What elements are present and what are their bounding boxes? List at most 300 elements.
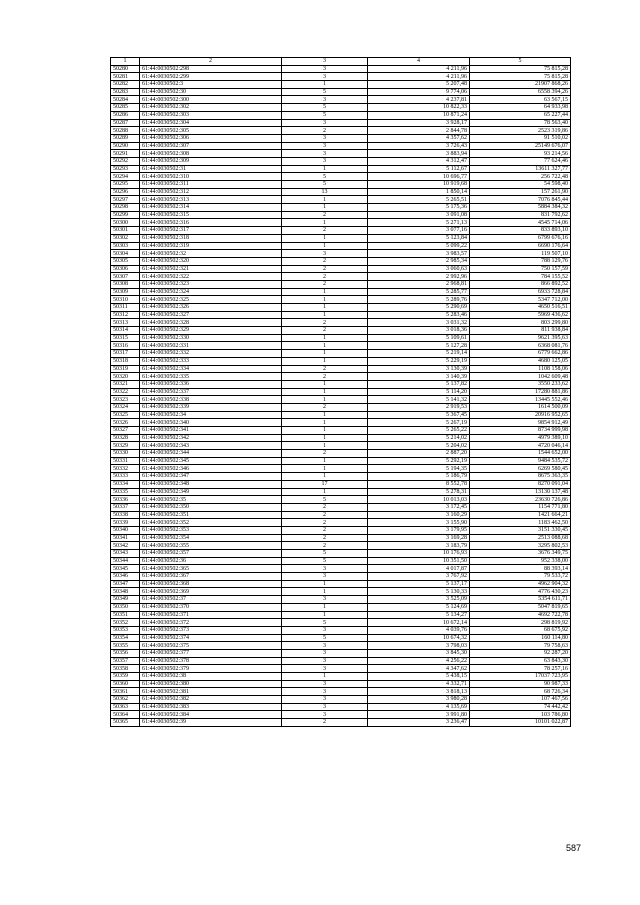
cadastral-number-cell: 61:44:0030502:384 <box>140 711 282 719</box>
table-row <box>111 119 571 127</box>
table-row <box>111 673 571 681</box>
area-cell: 5 267,19 <box>368 419 470 427</box>
table-row <box>111 550 571 558</box>
table-header-row <box>111 58 571 66</box>
area-cell: 3 140,39 <box>368 373 470 381</box>
count-cell: 1 <box>282 242 368 250</box>
table-row <box>111 127 571 135</box>
count-cell: 1 <box>282 296 368 304</box>
table-row <box>111 419 571 427</box>
cadastral-number-cell: 61:44:0030502:378 <box>140 657 282 665</box>
table-row <box>111 134 571 142</box>
count-cell: 5 <box>282 634 368 642</box>
cadastral-number-cell: 61:44:0030502:374 <box>140 634 282 642</box>
count-cell: 3 <box>282 649 368 657</box>
row-number-cell: 50354 <box>111 634 140 642</box>
value-cell: 784 155,52 <box>470 273 571 281</box>
count-cell: 3 <box>282 73 368 81</box>
area-cell: 8 552,78 <box>368 480 470 488</box>
row-number-cell: 50311 <box>111 304 140 312</box>
row-number-cell: 50289 <box>111 134 140 142</box>
area-cell: 3 130,39 <box>368 365 470 373</box>
cadastral-number-cell: 61:44:0030502:310 <box>140 173 282 181</box>
row-number-cell: 50299 <box>111 211 140 219</box>
count-cell: 5 <box>282 181 368 189</box>
cadastral-number-cell: 61:44:0030502:349 <box>140 488 282 496</box>
area-cell: 5 124,69 <box>368 603 470 611</box>
value-cell: 6779 662,86 <box>470 350 571 358</box>
value-cell: 4962 904,32 <box>470 580 571 588</box>
row-number-cell: 50333 <box>111 473 140 481</box>
count-cell: 2 <box>282 450 368 458</box>
area-cell: 3 525,09 <box>368 596 470 604</box>
table-row <box>111 365 571 373</box>
row-number-cell: 50302 <box>111 234 140 242</box>
cadastral-number-cell: 61:44:0030502:368 <box>140 580 282 588</box>
cadastral-number-cell: 61:44:0030502:370 <box>140 603 282 611</box>
cadastral-number-cell: 61:44:0030502:36 <box>140 557 282 565</box>
cadastral-number-cell: 61:44:0030502:331 <box>140 342 282 350</box>
table-row <box>111 342 571 350</box>
value-cell: 54 598,40 <box>470 181 571 189</box>
area-cell: 3 179,95 <box>368 526 470 534</box>
area-cell: 3 018,36 <box>368 327 470 335</box>
row-number-cell: 50309 <box>111 288 140 296</box>
row-number-cell: 50345 <box>111 565 140 573</box>
cadastral-number-cell: 61:44:0030502:306 <box>140 134 282 142</box>
table-row <box>111 296 571 304</box>
table-row <box>111 696 571 704</box>
cadastral-number-cell: 61:44:0030502:312 <box>140 188 282 196</box>
table-row <box>111 327 571 335</box>
row-number-cell: 50283 <box>111 88 140 96</box>
cadastral-number-cell: 61:44:0030502:38 <box>140 673 282 681</box>
row-number-cell: 50346 <box>111 573 140 581</box>
area-cell: 3 077,16 <box>368 227 470 235</box>
count-cell: 1 <box>282 288 368 296</box>
cadastral-number-cell: 61:44:0030502:39 <box>140 719 282 727</box>
value-cell: 17280 881,86 <box>470 388 571 396</box>
count-cell: 3 <box>282 711 368 719</box>
value-cell: 6269 580,45 <box>470 465 571 473</box>
count-cell: 2 <box>282 542 368 550</box>
value-cell: 9854 912,49 <box>470 419 571 427</box>
area-cell: 5 194,35 <box>368 465 470 473</box>
count-cell: 5 <box>282 111 368 119</box>
row-number-cell: 50317 <box>111 350 140 358</box>
area-cell: 4 211,96 <box>368 65 470 73</box>
row-number-cell: 50364 <box>111 711 140 719</box>
value-cell: 107 467,56 <box>470 696 571 704</box>
cadastral-number-cell: 61:44:0030502:335 <box>140 373 282 381</box>
table-row <box>111 211 571 219</box>
table-row <box>111 511 571 519</box>
area-cell: 5 438,15 <box>368 673 470 681</box>
row-number-cell: 50314 <box>111 327 140 335</box>
row-number-cell: 50332 <box>111 465 140 473</box>
value-cell: 4979 389,10 <box>470 434 571 442</box>
value-cell: 92 287,20 <box>470 649 571 657</box>
count-cell: 1 <box>282 350 368 358</box>
cadastral-number-cell: 61:44:0030502:341 <box>140 427 282 435</box>
count-cell: 3 <box>282 642 368 650</box>
row-number-cell: 50301 <box>111 227 140 235</box>
count-cell: 2 <box>282 319 368 327</box>
value-cell: 2513 088,68 <box>470 534 571 542</box>
value-cell: 103 786,80 <box>470 711 571 719</box>
column-header: 4 <box>368 58 470 66</box>
area-cell: 9 774,06 <box>368 88 470 96</box>
table-row <box>111 649 571 657</box>
row-number-cell: 50298 <box>111 204 140 212</box>
table-row <box>111 665 571 673</box>
row-number-cell: 50356 <box>111 649 140 657</box>
count-cell: 5 <box>282 173 368 181</box>
value-cell: 7076 845,44 <box>470 196 571 204</box>
count-cell: 3 <box>282 680 368 688</box>
table-row <box>111 565 571 573</box>
table-row <box>111 542 571 550</box>
count-cell: 1 <box>282 165 368 173</box>
value-cell: 68 726,34 <box>470 688 571 696</box>
count-cell: 1 <box>282 588 368 596</box>
value-cell: 1154 771,80 <box>470 503 571 511</box>
area-cell: 5 283,46 <box>368 311 470 319</box>
row-number-cell: 50300 <box>111 219 140 227</box>
cadastral-number-cell: 61:44:0030502:332 <box>140 350 282 358</box>
row-number-cell: 50290 <box>111 142 140 150</box>
area-cell: 3 767,92 <box>368 573 470 581</box>
value-cell: 5969 436,62 <box>470 311 571 319</box>
row-number-cell: 50285 <box>111 104 140 112</box>
count-cell: 5 <box>282 104 368 112</box>
area-cell: 3 845,30 <box>368 649 470 657</box>
count-cell: 1 <box>282 304 368 312</box>
table-row <box>111 142 571 150</box>
count-cell: 1 <box>282 204 368 212</box>
area-cell: 3 798,03 <box>368 642 470 650</box>
count-cell: 2 <box>282 534 368 542</box>
row-number-cell: 50341 <box>111 534 140 542</box>
row-number-cell: 50310 <box>111 296 140 304</box>
cadastral-number-cell: 61:44:0030502:313 <box>140 196 282 204</box>
value-cell: 256 722,48 <box>470 173 571 181</box>
cadastral-number-cell: 61:44:0030502:300 <box>140 96 282 104</box>
cadastral-number-cell: 61:44:0030502:379 <box>140 665 282 673</box>
cadastral-number-cell: 61:44:0030502:315 <box>140 211 282 219</box>
area-cell: 10 871,24 <box>368 111 470 119</box>
table-row <box>111 181 571 189</box>
area-cell: 5 112,67 <box>368 165 470 173</box>
row-number-cell: 50351 <box>111 611 140 619</box>
row-number-cell: 50362 <box>111 696 140 704</box>
row-number-cell: 50359 <box>111 673 140 681</box>
table-row <box>111 88 571 96</box>
area-cell: 3 160,29 <box>368 511 470 519</box>
cadastral-number-cell: 61:44:0030502:307 <box>140 142 282 150</box>
cadastral-number-cell: 61:44:0030502:309 <box>140 157 282 165</box>
value-cell: 20916 952,65 <box>470 411 571 419</box>
count-cell: 2 <box>282 373 368 381</box>
table-row <box>111 73 571 81</box>
cadastral-number-cell: 61:44:0030502:324 <box>140 288 282 296</box>
row-number-cell: 50360 <box>111 680 140 688</box>
count-cell: 3 <box>282 150 368 158</box>
row-number-cell: 50365 <box>111 719 140 727</box>
row-number-cell: 50322 <box>111 388 140 396</box>
table-row <box>111 642 571 650</box>
value-cell: 788 129,76 <box>470 257 571 265</box>
row-number-cell: 50340 <box>111 526 140 534</box>
table-row <box>111 111 571 119</box>
value-cell: 13445 552,46 <box>470 396 571 404</box>
table-row <box>111 373 571 381</box>
area-cell: 5 130,33 <box>368 588 470 596</box>
cadastral-number-cell: 61:44:0030502:350 <box>140 503 282 511</box>
count-cell: 3 <box>282 696 368 704</box>
cadastral-number-cell: 61:44:0030502:344 <box>140 450 282 458</box>
table-row <box>111 703 571 711</box>
value-cell: 13611 327,77 <box>470 165 571 173</box>
area-cell: 3 091,08 <box>368 211 470 219</box>
cadastral-number-cell: 61:44:0030502:339 <box>140 403 282 411</box>
value-cell: 17037 723,95 <box>470 673 571 681</box>
table-row <box>111 557 571 565</box>
table-row <box>111 357 571 365</box>
cadastral-number-cell: 61:44:0030502:345 <box>140 457 282 465</box>
row-number-cell: 50336 <box>111 496 140 504</box>
cadastral-number-cell: 61:44:0030502:342 <box>140 434 282 442</box>
row-number-cell: 50358 <box>111 665 140 673</box>
count-cell: 1 <box>282 357 368 365</box>
value-cell: 78 257,16 <box>470 665 571 673</box>
area-cell: 3 183,79 <box>368 542 470 550</box>
area-cell: 10 919,68 <box>368 181 470 189</box>
count-cell: 1 <box>282 427 368 435</box>
table-row <box>111 719 571 727</box>
row-number-cell: 50306 <box>111 265 140 273</box>
row-number-cell: 50344 <box>111 557 140 565</box>
area-cell: 5 214,02 <box>368 434 470 442</box>
count-cell: 3 <box>282 596 368 604</box>
row-number-cell: 50305 <box>111 257 140 265</box>
value-cell: 1183 462,50 <box>470 519 571 527</box>
area-cell: 3 726,43 <box>368 142 470 150</box>
value-cell: 75 815,28 <box>470 65 571 73</box>
count-cell: 2 <box>282 511 368 519</box>
column-header: 3 <box>282 58 368 66</box>
value-cell: 25149 676,07 <box>470 142 571 150</box>
area-cell: 4 039,76 <box>368 626 470 634</box>
area-cell: 5 207,48 <box>368 81 470 89</box>
row-number-cell: 50308 <box>111 280 140 288</box>
count-cell: 1 <box>282 334 368 342</box>
count-cell: 1 <box>282 234 368 242</box>
cadastral-number-cell: 61:44:0030502:37 <box>140 596 282 604</box>
table-row <box>111 403 571 411</box>
value-cell: 5354 611,71 <box>470 596 571 604</box>
value-cell: 10101 022,87 <box>470 719 571 727</box>
count-cell: 1 <box>282 396 368 404</box>
table-row <box>111 104 571 112</box>
count-cell: 2 <box>282 403 368 411</box>
cadastral-number-cell: 61:44:0030502:334 <box>140 365 282 373</box>
area-cell: 3 883,94 <box>368 150 470 158</box>
count-cell: 3 <box>282 157 368 165</box>
row-number-cell: 50327 <box>111 427 140 435</box>
table-row <box>111 311 571 319</box>
value-cell: 4680 125,05 <box>470 357 571 365</box>
row-number-cell: 50292 <box>111 157 140 165</box>
cadastral-number-cell: 61:44:0030502:371 <box>140 611 282 619</box>
cadastral-number-cell: 61:44:0030502:346 <box>140 465 282 473</box>
table-row <box>111 334 571 342</box>
row-number-cell: 50320 <box>111 373 140 381</box>
value-cell: 1544 652,00 <box>470 450 571 458</box>
area-cell: 2 968,81 <box>368 280 470 288</box>
table-row <box>111 350 571 358</box>
area-cell: 4 135,69 <box>368 703 470 711</box>
area-cell: 3 980,28 <box>368 696 470 704</box>
cadastral-number-cell: 61:44:0030502:369 <box>140 588 282 596</box>
area-cell: 4 332,71 <box>368 680 470 688</box>
area-cell: 10 013,03 <box>368 496 470 504</box>
count-cell: 1 <box>282 380 368 388</box>
area-cell: 4 312,47 <box>368 157 470 165</box>
count-cell: 1 <box>282 219 368 227</box>
count-cell: 2 <box>282 273 368 281</box>
area-cell: 5 109,61 <box>368 334 470 342</box>
value-cell: 63 843,30 <box>470 657 571 665</box>
area-cell: 3 031,32 <box>368 319 470 327</box>
count-cell: 2 <box>282 257 368 265</box>
count-cell: 3 <box>282 96 368 104</box>
cadastral-number-cell: 61:44:0030502:303 <box>140 111 282 119</box>
row-number-cell: 50357 <box>111 657 140 665</box>
count-cell: 1 <box>282 603 368 611</box>
cadastral-number-cell: 61:44:0030502:380 <box>140 680 282 688</box>
row-number-cell: 50307 <box>111 273 140 281</box>
cadastral-number-cell: 61:44:0030502:320 <box>140 257 282 265</box>
row-number-cell: 50315 <box>111 334 140 342</box>
value-cell: 91 510,02 <box>470 134 571 142</box>
area-cell: 5 292,19 <box>368 457 470 465</box>
cadastral-number-cell: 61:44:0030502:367 <box>140 573 282 581</box>
area-cell: 4 211,96 <box>368 73 470 81</box>
count-cell: 3 <box>282 65 368 73</box>
row-number-cell: 50352 <box>111 619 140 627</box>
table-row <box>111 242 571 250</box>
area-cell: 4 347,62 <box>368 665 470 673</box>
cadastral-number-cell: 61:44:0030502:352 <box>140 519 282 527</box>
count-cell: 2 <box>282 280 368 288</box>
cadastral-number-cell: 61:44:0030502:319 <box>140 242 282 250</box>
table-row <box>111 596 571 604</box>
table-row <box>111 81 571 89</box>
area-cell: 10 351,50 <box>368 557 470 565</box>
count-cell: 3 <box>282 665 368 673</box>
table-row <box>111 165 571 173</box>
table-row <box>111 442 571 450</box>
table-row <box>111 657 571 665</box>
table-row <box>111 257 571 265</box>
area-cell: 2 919,53 <box>368 403 470 411</box>
value-cell: 6558 394,26 <box>470 88 571 96</box>
cadastral-number-cell: 61:44:0030502:381 <box>140 688 282 696</box>
row-number-cell: 50293 <box>111 165 140 173</box>
table-row <box>111 150 571 158</box>
area-cell: 5 289,76 <box>368 296 470 304</box>
area-cell: 1 850,14 <box>368 188 470 196</box>
area-cell: 5 278,31 <box>368 488 470 496</box>
row-number-cell: 50343 <box>111 550 140 558</box>
value-cell: 1108 158,06 <box>470 365 571 373</box>
value-cell: 833 893,10 <box>470 227 571 235</box>
count-cell: 1 <box>282 411 368 419</box>
cadastral-number-cell: 61:44:0030502:3 <box>140 81 282 89</box>
cadastral-number-cell: 61:44:0030502:34 <box>140 411 282 419</box>
count-cell: 1 <box>282 580 368 588</box>
row-number-cell: 50282 <box>111 81 140 89</box>
count-cell: 1 <box>282 196 368 204</box>
table-row <box>111 450 571 458</box>
area-cell: 4 017,87 <box>368 565 470 573</box>
count-cell: 1 <box>282 488 368 496</box>
count-cell: 5 <box>282 557 368 565</box>
area-cell: 5 219,14 <box>368 350 470 358</box>
area-cell: 5 204,02 <box>368 442 470 450</box>
cadastral-number-cell: 61:44:0030502:383 <box>140 703 282 711</box>
count-cell: 3 <box>282 134 368 142</box>
table-row <box>111 619 571 627</box>
row-number-cell: 50323 <box>111 396 140 404</box>
table-body <box>111 65 571 726</box>
cadastral-number-cell: 61:44:0030502:329 <box>140 327 282 335</box>
table-row <box>111 427 571 435</box>
count-cell: 2 <box>282 365 368 373</box>
count-cell: 17 <box>282 480 368 488</box>
table-row <box>111 380 571 388</box>
row-number-cell: 50297 <box>111 196 140 204</box>
table-row <box>111 603 571 611</box>
table-row <box>111 388 571 396</box>
value-cell: 119 507,10 <box>470 250 571 258</box>
value-cell: 93 214,56 <box>470 150 571 158</box>
row-number-cell: 50291 <box>111 150 140 158</box>
cadastral-number-cell: 61:44:0030502:322 <box>140 273 282 281</box>
count-cell: 3 <box>282 142 368 150</box>
cadastral-number-cell: 61:44:0030502:308 <box>140 150 282 158</box>
cadastral-number-cell: 61:44:0030502:375 <box>140 642 282 650</box>
count-cell: 1 <box>282 465 368 473</box>
area-cell: 10 176,93 <box>368 550 470 558</box>
value-cell: 8734 999,98 <box>470 427 571 435</box>
table-row <box>111 465 571 473</box>
value-cell: 78 563,40 <box>470 119 571 127</box>
table-row <box>111 680 571 688</box>
table-row <box>111 157 571 165</box>
count-cell: 1 <box>282 311 368 319</box>
value-cell: 79 758,63 <box>470 642 571 650</box>
cadastral-value-table <box>110 57 571 727</box>
count-cell: 1 <box>282 442 368 450</box>
row-number-cell: 50313 <box>111 319 140 327</box>
area-cell: 4 357,62 <box>368 134 470 142</box>
table-row <box>111 580 571 588</box>
area-cell: 5 285,77 <box>368 288 470 296</box>
value-cell: 298 819,92 <box>470 619 571 627</box>
value-cell: 5884 384,32 <box>470 204 571 212</box>
